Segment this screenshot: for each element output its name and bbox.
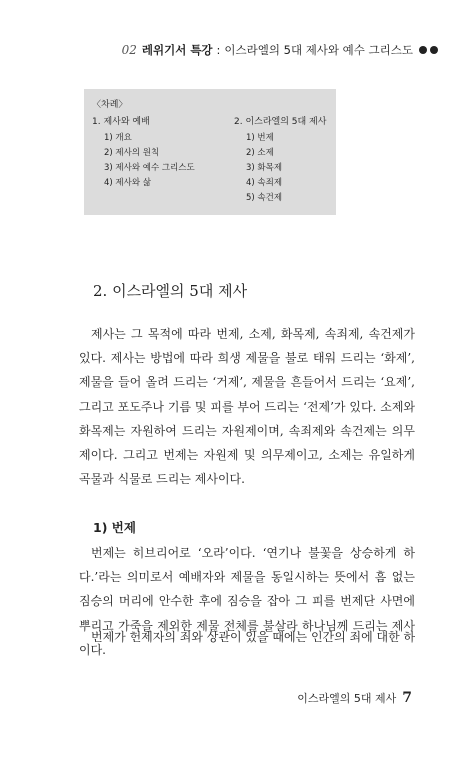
toc-item: 1) 개요 (104, 133, 132, 143)
footer-title: 이스라엘의 5대 제사 (297, 692, 397, 705)
toc-item: 3) 화목제 (246, 163, 283, 173)
body-paragraph: 제사는 그 목적에 따라 번제, 소제, 화목제, 속죄제, 속건제가 있다. 제사는 방법에 따라 희생 제물을 불로 태워 드리는 ‘화제’, 제물을 들어 올려 드리는 ‘거제’, 제물을 흔들어서 드리는 ‘요제’, 그리고 포도주나 기름 및 피를 부어 드리는 ‘전제’가 있다. 소제와 화목제는 자원하여 드리는 자원제이며, 속죄제와 속건제는 의무제이다. 그리고 번제는 자원제 및 의무제이고, 소제는 유일하게 곡물과 식물로 드리는 제사이다. (79, 327, 415, 487)
toc-heading: 2. 이스라엘의 5대 제사 (234, 117, 327, 127)
toc-item: 2) 제사의 원칙 (104, 148, 160, 158)
running-footer (297, 690, 412, 706)
running-header (118, 40, 438, 60)
header-dots-icon (419, 46, 438, 54)
toc-item: 4) 속죄제 (246, 178, 283, 188)
toc-item: 1) 번제 (246, 133, 274, 143)
body-paragraph: 번제가 헌제자의 죄와 상관이 있을 때에는 인간의 죄에 대한 하 (91, 630, 415, 644)
chapter-number: 02 (121, 43, 137, 57)
toc-right-column (234, 114, 326, 206)
chapter-title: 이스라엘의 5대 제사와 예수 그리스도 (224, 43, 413, 57)
body-paragraph: 번제는 히브리어로 ‘오라’이다. ‘연기나 불꽃을 상승하게 하다.’라는 의미로서 예배자와 제물을 동일시하는 뜻에서 흠 없는 짐승의 머리에 안수한 후에 짐승을 잡아 그 피를 번제단 사면에 뿌리고 가죽을 제외한 제물 전체를 불살라 하나님께 드리는 제사이다. (79, 546, 415, 657)
header-separator: : (216, 43, 221, 57)
toc-item: 3) 제사와 예수 그리스도 (104, 163, 195, 173)
toc-title: 〈차례〉 (92, 100, 128, 110)
toc-item: 4) 제사와 삶 (104, 178, 151, 188)
toc-left-column (92, 114, 195, 191)
dot-icon (419, 46, 427, 54)
dot-icon (430, 46, 438, 54)
toc-heading: 1. 제사와 예배 (92, 117, 150, 127)
subsection-title: 1) 번제 (93, 520, 136, 535)
toc-item: 2) 소제 (246, 148, 274, 158)
table-of-contents (84, 89, 336, 215)
series-title: 레위기서 특강 (141, 43, 213, 57)
page-number: 7 (402, 690, 412, 706)
section-title: 2. 이스라엘의 5대 제사 (93, 282, 248, 300)
toc-item: 5) 속건제 (246, 193, 283, 203)
